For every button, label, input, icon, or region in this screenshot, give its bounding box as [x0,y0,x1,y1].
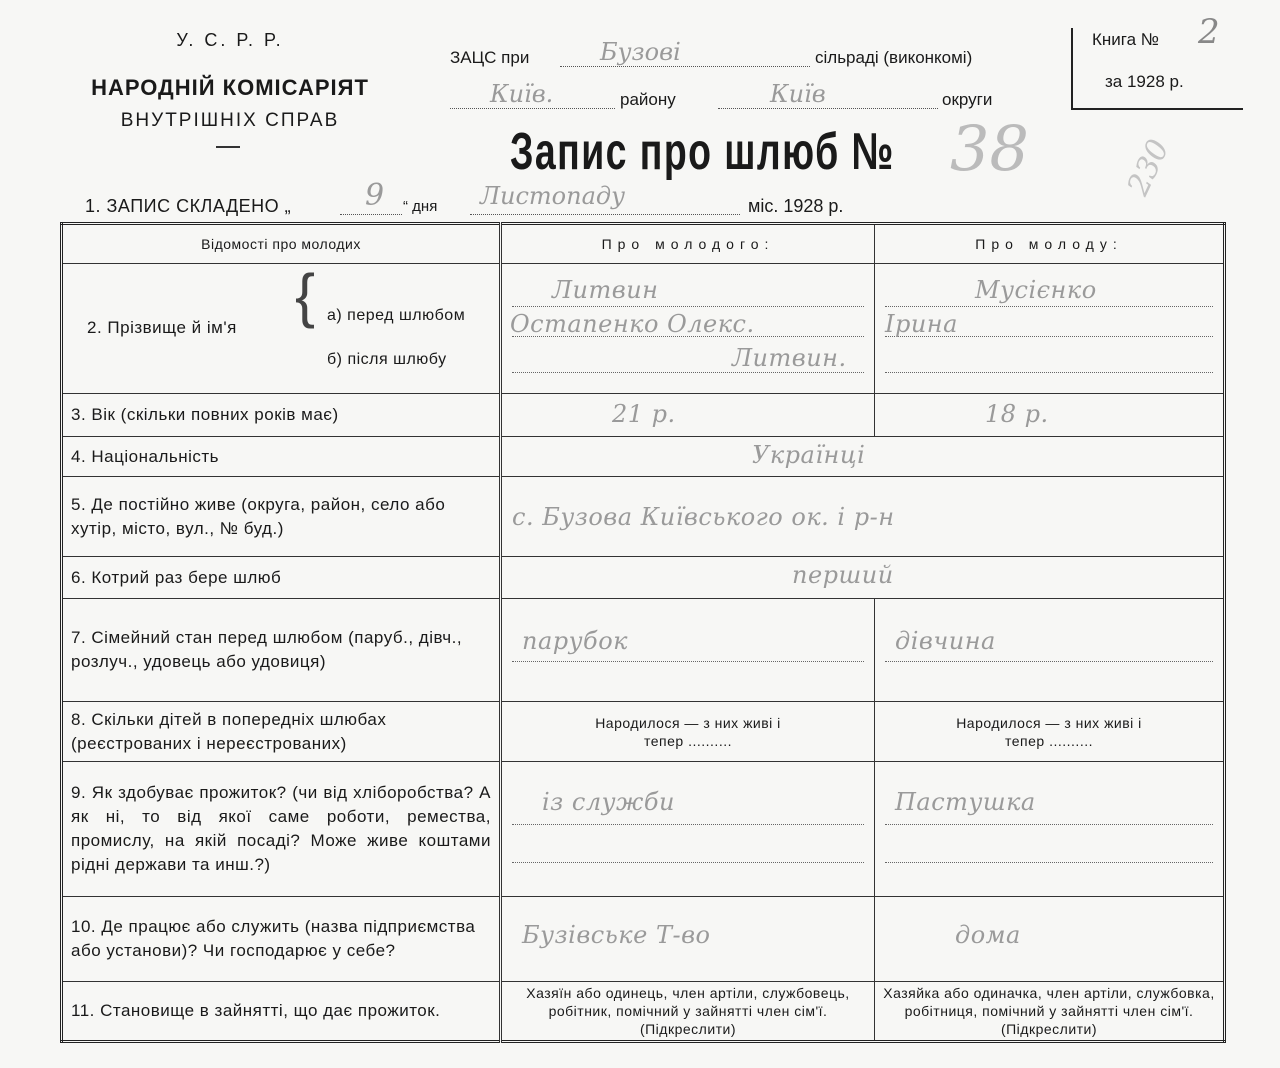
table-header-row [62,224,1225,264]
table-row-workplace [62,897,1225,982]
row-label: 10. Де працює або служить (назва підприємства або установи)? Чи господарює у себе? [62,897,501,982]
table-row-marital-status [62,599,1225,702]
margin-number: 230 [1120,134,1177,201]
bride-marital-status: дівчина [895,627,996,655]
book-box-border [1071,28,1073,110]
day-line [340,214,402,215]
table-row-livelihood [62,762,1225,897]
village-line [560,66,810,67]
after-marriage-label: б) після шлюбу [327,351,447,368]
marriage-count-value: перший [792,561,894,589]
before-marriage-label: а) перед шлюбом [327,307,466,324]
row-label: 4. Національність [62,437,501,477]
entry1-suffix: міс. 1928 р. [748,196,844,216]
table-row-nationality [62,437,1225,477]
table-row-names [62,264,1225,394]
book-number: 2 [1198,12,1220,52]
table-row-age [62,394,1225,437]
bride-workplace: дома [955,921,1021,949]
record-number: 38 [950,112,1029,185]
row-label-cell [62,264,501,394]
bride-now-label: тепер [1005,732,1045,749]
table-row-children: 8. Скільки дітей в попередніх шлюбах (реєстрованих і нереєстрованих) Народилося — з них живі і тепер .......... Народилося — з них живі і тепер .......... [62,702,1225,762]
bride-born-label: Народилося [956,714,1042,731]
nationality-value: Українці [752,441,866,469]
okruha-handwritten: Київ [770,80,826,108]
state-name: У. С. Р. Р. [176,30,284,50]
groom-livelihood: із служби [542,788,675,816]
document-title: Запис про шлюб № [510,123,895,181]
bride-alive-label: з них живі і [1064,714,1142,731]
bride-surname: Мусієнко [975,276,1097,304]
ministry-name-2: ВНУТРІШНІХ СПРАВ [120,110,340,131]
row-label: 6. Котрий раз бере шлюб [62,557,501,599]
table-row-marriage-count [62,557,1225,599]
bride-name-cell [875,264,1225,394]
table-row-employment [62,982,1225,1042]
book-box-bottom [1071,108,1243,110]
zags-prefix: ЗАЦС при [450,48,530,67]
district-handwritten: Київ. [490,80,554,108]
book-year: за 1928 р. [1105,72,1184,91]
row-label: 9. Як здобуває прожиток? (чи від хліборобства? А як ні, то від якої саме роботи, ремества, промислу, на якій посаді? Може живе коштами рідні держави та инш.?) [62,762,501,897]
col-header-bride: Про молоду: [875,224,1225,264]
groom-surname: Литвин [552,276,659,304]
groom-alive-label: з них живі і [703,714,781,731]
groom-given-name: Остапенко Олекс. [510,310,755,338]
row-label: 5. Де постійно живе (округа, район, село або хутір, місто, вул., № буд.) [62,477,501,557]
row-label: 11. Становище в зайнятті, що дає прожиток. [62,982,501,1042]
month-line [470,214,740,215]
district-line [450,108,615,109]
okruha-line [718,108,938,109]
col-header-info: Відомості про молодих [62,224,501,264]
row-label: 3. Вік (скільки повних років має) [62,394,501,437]
groom-born-label: Народилося [595,714,681,731]
groom-age: 21 р. [612,400,676,428]
marriage-record-table [60,222,1226,1043]
zags-suffix: сільраді (виконкомі) [815,48,973,67]
book-label: Книга № [1092,30,1160,49]
entry1-day: 9 [365,178,385,213]
groom-marital-status: парубок [522,627,628,655]
bride-employment-options: Хазяйка або одиначка, член артіли, службовка, робітниця, помічний у зайнятті член сім'ї. (Підкреслити) [875,982,1225,1042]
entry1-label: 1. ЗАПИС СКЛАДЕНО „ [85,196,292,216]
residence-value: с. Бузова Київського ок. і р-н [512,503,895,531]
groom-name-cell [501,264,875,394]
entry1-day-suffix: “ дня [403,198,438,215]
bride-given-name: Ірина [885,310,958,338]
groom-after-name: Литвин. [732,344,847,372]
table-row-residence [62,477,1225,557]
divider [216,146,240,148]
groom-workplace: Бузівське Т-во [522,921,711,949]
row-label: 2. Прізвище й ім'я [87,318,237,337]
okruha-label: округи [942,90,993,109]
zags-village-handwritten: Бузові [600,38,681,66]
brace: { [295,262,316,329]
groom-employment-options: Хазяїн або одинець, член артіли, службовець, робітник, помічний у зайнятті член сім'ї. (Підкреслити) [501,982,875,1042]
col-header-groom: Про молодого: [501,224,875,264]
entry1-month: Листопаду [480,182,626,210]
ministry-name: НАРОДНІЙ КОМІСАРІЯТ [91,75,369,100]
groom-now-label: тепер [644,732,684,749]
row-label: 7. Сімейний стан перед шлюбом (паруб., дівч., розлуч., удовець або удовиця) [62,599,501,702]
district-label: району [620,90,676,109]
bride-livelihood: Пастушка [895,788,1036,816]
row-label: 8. Скільки дітей в попередніх шлюбах (реєстрованих і нереєстрованих) [62,702,501,762]
bride-age: 18 р. [985,400,1049,428]
